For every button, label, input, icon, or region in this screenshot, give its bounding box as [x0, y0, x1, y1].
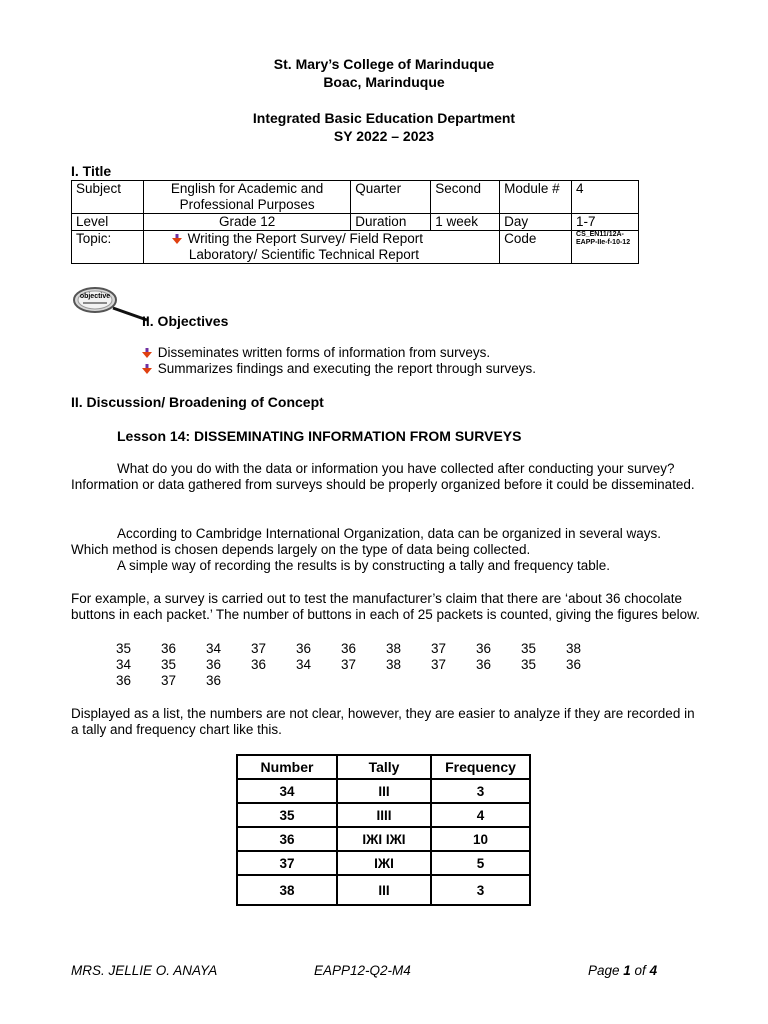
- module-value: 4: [572, 181, 639, 214]
- table-row: [237, 875, 530, 905]
- freq-number: 35: [237, 803, 337, 827]
- level-label: Level: [72, 214, 144, 231]
- objective-text: Summarizes findings and executing the report through surveys.: [157, 361, 536, 376]
- paragraph-1: What do you do with the data or information you have collected after conducting your survey? Information or data gathered from surveys should be properly organized before it could be disseminated.: [71, 461, 695, 492]
- table-row: [237, 779, 530, 803]
- objective-magnifier-icon: [73, 286, 149, 322]
- duration-label: Duration: [351, 214, 431, 231]
- number-value: 37: [161, 673, 177, 688]
- number-value: 36: [476, 641, 492, 656]
- number-value: 36: [206, 657, 222, 672]
- number-value: 36: [476, 657, 492, 672]
- school-header: [0, 55, 768, 91]
- objectives-list: [140, 345, 768, 377]
- number-value: 36: [296, 641, 312, 656]
- code-cell: [572, 231, 639, 264]
- school-year: SY 2022 – 2023: [333, 128, 435, 144]
- freq-tally: IIII: [337, 803, 431, 827]
- number-value: 37: [431, 641, 447, 656]
- school-name: St. Mary’s College of Marinduque: [273, 56, 495, 72]
- module-info-table: [71, 180, 639, 264]
- number-row: [116, 657, 611, 673]
- number-row: [116, 673, 611, 689]
- arrow-bullet-icon: [140, 345, 154, 361]
- duration-value: 1 week: [431, 214, 500, 231]
- footer-page: [588, 963, 657, 978]
- freq-tally: IЖI: [337, 851, 431, 875]
- school-location: Boac, Marinduque: [323, 74, 445, 90]
- objective-item: [140, 361, 768, 377]
- discussion-heading: II. Discussion/ Broadening of Concept: [71, 394, 324, 410]
- paragraph-2: According to Cambridge International Organization, data can be organized in several ways. Which method is chosen depends largely on the type of data being collected.: [71, 526, 662, 557]
- number-value: 38: [566, 641, 582, 656]
- topic-label: Topic:: [72, 231, 144, 264]
- code-label: Code: [500, 231, 572, 264]
- page-number: 1: [623, 963, 631, 978]
- page-mid: of: [630, 963, 650, 978]
- number-value: 35: [521, 641, 537, 656]
- paragraph-5: Displayed as a list, the numbers are not clear, however, they are easier to analyze if they are recorded in a tally and frequency chart like this.: [71, 706, 695, 737]
- frequency-table: [236, 754, 531, 906]
- freq-tally: III: [337, 779, 431, 803]
- number-value: 35: [161, 657, 177, 672]
- number-value: 36: [566, 657, 582, 672]
- footer-code: EAPP12-Q2-M4: [314, 963, 411, 978]
- freq-header-frequency: Frequency: [431, 755, 530, 779]
- day-value: 1-7: [572, 214, 639, 231]
- number-value: 34: [296, 657, 312, 672]
- department-name: Integrated Basic Education Department: [252, 110, 516, 126]
- objective-icon-text: objective: [79, 293, 111, 300]
- department-header: [0, 109, 768, 145]
- survey-numbers: [116, 641, 611, 689]
- arrow-bullet-icon: [140, 361, 154, 377]
- freq-count: 4: [431, 803, 530, 827]
- number-row: [116, 641, 611, 657]
- number-value: 36: [116, 673, 132, 688]
- freq-count: 5: [431, 851, 530, 875]
- freq-tally: III: [337, 875, 431, 905]
- number-value: 37: [251, 641, 267, 656]
- number-value: 36: [161, 641, 177, 656]
- section-title-heading: I. Title: [71, 163, 112, 179]
- arrow-bullet-icon: [170, 231, 184, 247]
- objective-text: Disseminates written forms of information from surveys.: [157, 345, 491, 360]
- table-row: [237, 827, 530, 851]
- day-label: Day: [500, 214, 572, 231]
- number-value: 38: [386, 641, 402, 656]
- objective-item: [140, 345, 768, 361]
- subject-value: English for Academic and Professional Purposes: [143, 181, 350, 214]
- quarter-value: Second: [431, 181, 500, 214]
- page-prefix: Page: [588, 963, 624, 978]
- freq-count: 10: [431, 827, 530, 851]
- code-value: CS_EN11/12A-EAPP-IIe-f-10-12: [576, 231, 631, 246]
- footer-author: MRS. JELLIE O. ANAYA: [71, 963, 218, 978]
- number-value: 36: [341, 641, 357, 656]
- topic-line-1: Writing the Report Survey/ Field Report: [187, 231, 424, 246]
- number-value: 34: [116, 657, 132, 672]
- table-row: [237, 803, 530, 827]
- number-value: 38: [386, 657, 402, 672]
- module-label: Module #: [500, 181, 572, 214]
- freq-number: 37: [237, 851, 337, 875]
- number-value: 37: [431, 657, 447, 672]
- objectives-heading: II. Objectives: [142, 313, 229, 329]
- freq-count: 3: [431, 779, 530, 803]
- level-value: Grade 12: [143, 214, 350, 231]
- number-value: 34: [206, 641, 222, 656]
- page-total: 4: [649, 963, 658, 978]
- quarter-label: Quarter: [351, 181, 431, 214]
- freq-number: 34: [237, 779, 337, 803]
- number-value: 37: [341, 657, 357, 672]
- number-value: 36: [206, 673, 222, 688]
- freq-header-tally: Tally: [337, 755, 431, 779]
- paragraph-4: For example, a survey is carried out to test the manufacturer’s claim that there are ‘about 36 chocolate buttons in each packet.’ The number of buttons in each of 25 packets is counted, giving the figures below.: [71, 591, 700, 622]
- topic-value: [143, 231, 499, 264]
- freq-number: 38: [237, 875, 337, 905]
- number-value: 36: [251, 657, 267, 672]
- table-row: [237, 851, 530, 875]
- freq-header-number: Number: [237, 755, 337, 779]
- freq-tally: IЖI IЖI: [337, 827, 431, 851]
- number-value: 35: [521, 657, 537, 672]
- subject-label: Subject: [72, 181, 144, 214]
- number-value: 35: [116, 641, 132, 656]
- paragraph-3: A simple way of recording the results is by constructing a tally and frequency table.: [117, 558, 611, 573]
- topic-line-2: Laboratory/ Scientific Technical Report: [188, 247, 420, 262]
- lesson-title: Lesson 14: DISSEMINATING INFORMATION FROM SURVEYS: [117, 428, 522, 444]
- freq-count: 3: [431, 875, 530, 905]
- freq-number: 36: [237, 827, 337, 851]
